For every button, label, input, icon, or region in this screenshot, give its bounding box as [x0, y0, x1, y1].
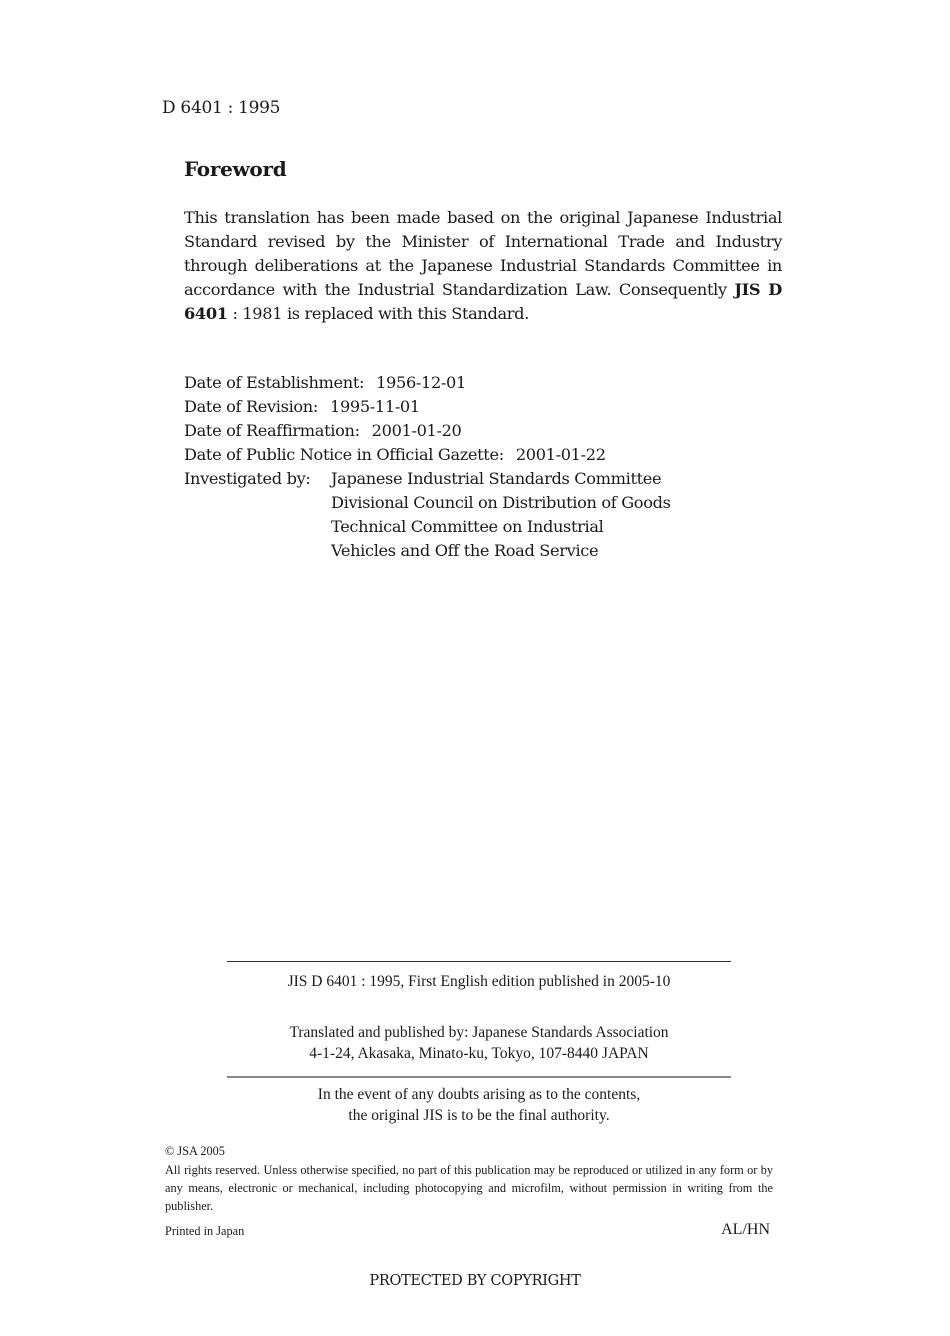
date-value: 1995-11-01: [330, 397, 420, 416]
date-value: 2001-01-22: [515, 445, 606, 464]
date-value: 2001-01-20: [371, 421, 462, 440]
printed-in: Printed in Japan: [165, 1224, 245, 1238]
date-public-notice: [184, 445, 606, 464]
foreword-standard-ref: JIS D 6401: [184, 280, 782, 323]
divider-middle: [227, 1076, 731, 1078]
date-value: 1956-12-01: [376, 373, 466, 392]
investigated-by-label: Investigated by:: [184, 469, 311, 488]
divider-top: [227, 961, 731, 962]
date-reaffirmation: [184, 421, 462, 440]
date-label: Date of Reaffirmation:: [184, 421, 360, 440]
investigator-line: Divisional Council on Distribution of Goods: [331, 493, 671, 512]
rights-statement: All rights reserved. Unless otherwise specified, no part of this publication may be reproduced or utilized in any form or by any means, electronic or mechanical, including photocopying and microfilm, without permission in writing from the publisher.: [165, 1163, 773, 1213]
date-revision: [184, 397, 420, 416]
document-id: D 6401 : 1995: [162, 98, 281, 118]
authority-line-1: In the event of any doubts arising as to the contents,: [317, 1086, 641, 1103]
protected-footer: PROTECTED BY COPYRIGHT: [369, 1273, 581, 1289]
date-label: Date of Establishment:: [184, 373, 365, 392]
foreword-heading: Foreword: [184, 157, 287, 181]
authority-line-2: the original JIS is to be the final authority.: [348, 1107, 610, 1124]
edition-line: JIS D 6401 : 1995, First English edition published in 2005-10: [287, 973, 671, 990]
foreword-text: This translation has been made based on the original Japanese Industrial Standard revised by the Minister of International Trade and Industry through deliberations at the Japanese Industrial Standards Committee in accordance with the Industrial Standardization Law. Consequently: [184, 208, 782, 299]
investigator-line: Technical Committee on Industrial: [331, 517, 604, 536]
investigator-line: Japanese Industrial Standards Committee: [331, 469, 662, 488]
copyright-notice: © JSA 2005: [165, 1144, 225, 1158]
foreword-text-end: : 1981 is replaced with this Standard.: [227, 304, 529, 323]
date-label: Date of Public Notice in Official Gazette:: [184, 445, 504, 464]
date-label: Date of Revision:: [184, 397, 318, 416]
doc-code: AL/HN: [721, 1221, 770, 1238]
date-establishment: [184, 373, 466, 392]
publisher-line: Translated and published by: Japanese Standards Association: [289, 1024, 669, 1041]
foreword-paragraph: [184, 206, 782, 326]
address-line: 4-1-24, Akasaka, Minato-ku, Tokyo, 107-8440 JAPAN: [309, 1045, 649, 1062]
investigator-line: Vehicles and Off the Road Service: [331, 541, 599, 560]
